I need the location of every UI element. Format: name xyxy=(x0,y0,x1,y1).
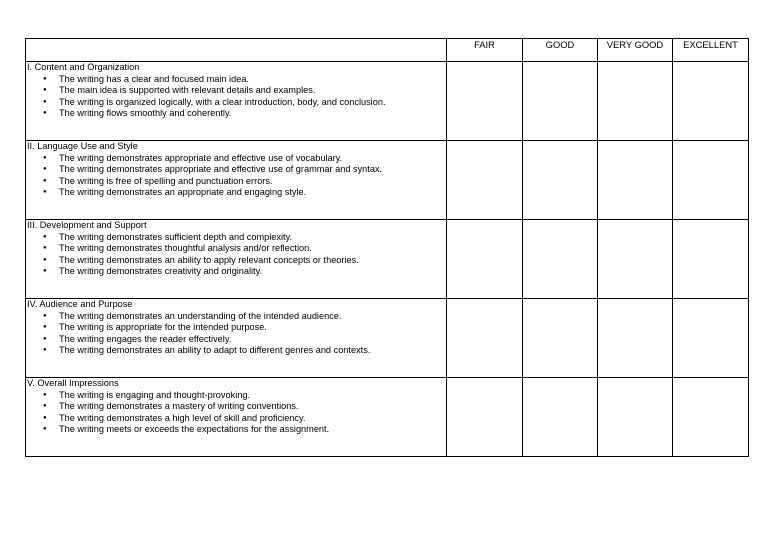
criteria-cell xyxy=(26,62,447,141)
score-cell-very-good[interactable] xyxy=(598,141,673,220)
score-cell-very-good[interactable] xyxy=(598,299,673,378)
section-title: IV. Audience and Purpose xyxy=(27,299,133,309)
list-item: ● The writing flows smoothly and coherently. xyxy=(26,108,446,120)
criteria-list xyxy=(26,232,446,278)
score-cell-good[interactable] xyxy=(523,141,598,220)
rubric-row-audience-purpose xyxy=(26,299,749,378)
score-cell-very-good[interactable] xyxy=(598,220,673,299)
score-cell-fair[interactable] xyxy=(447,62,523,141)
score-cell-very-good[interactable] xyxy=(598,378,673,457)
header-row xyxy=(26,39,749,62)
list-item: ● The writing is engaging and thought-provoking. xyxy=(26,390,446,402)
column-header-good: GOOD xyxy=(523,39,598,62)
column-header-fair: FAIR xyxy=(447,39,523,62)
score-cell-good[interactable] xyxy=(523,378,598,457)
score-cell-fair[interactable] xyxy=(447,378,523,457)
list-item: ● The writing has a clear and focused main idea. xyxy=(26,74,446,86)
criteria-cell xyxy=(26,378,447,457)
list-item: ● The writing is free of spelling and punctuation errors. xyxy=(26,176,446,188)
list-item: ● The writing is appropriate for the intended purpose. xyxy=(26,322,446,334)
score-cell-excellent[interactable] xyxy=(673,378,749,457)
list-item: ● The writing demonstrates thoughtful analysis and/or reflection. xyxy=(26,243,446,255)
score-cell-fair[interactable] xyxy=(447,299,523,378)
criteria-header-cell xyxy=(26,39,447,62)
rubric-row-development-support xyxy=(26,220,749,299)
section-title: II. Language Use and Style xyxy=(27,141,138,151)
rubric-row-language-style xyxy=(26,141,749,220)
section-title: III. Development and Support xyxy=(27,220,147,230)
section-title: I. Content and Organization xyxy=(27,62,140,72)
column-header-very-good: VERY GOOD xyxy=(598,39,673,62)
list-item: ● The main idea is supported with relevant details and examples. xyxy=(26,85,446,97)
criteria-cell xyxy=(26,141,447,220)
score-cell-excellent[interactable] xyxy=(673,141,749,220)
rubric-row-content-organization xyxy=(26,62,749,141)
list-item: ● The writing demonstrates appropriate and effective use of vocabulary. xyxy=(26,153,446,165)
score-cell-excellent[interactable] xyxy=(673,62,749,141)
score-cell-good[interactable] xyxy=(523,220,598,299)
rubric-table xyxy=(25,38,749,457)
list-item: ● The writing demonstrates a high level of skill and proficiency. xyxy=(26,413,446,425)
criteria-list xyxy=(26,74,446,120)
list-item: ● The writing demonstrates an understanding of the intended audience. xyxy=(26,311,446,323)
score-cell-fair[interactable] xyxy=(447,141,523,220)
score-cell-fair[interactable] xyxy=(447,220,523,299)
criteria-list xyxy=(26,390,446,436)
score-cell-good[interactable] xyxy=(523,299,598,378)
list-item: ● The writing demonstrates sufficient depth and complexity. xyxy=(26,232,446,244)
list-item: ● The writing demonstrates an appropriate and engaging style. xyxy=(26,187,446,199)
criteria-cell xyxy=(26,220,447,299)
score-cell-very-good[interactable] xyxy=(598,62,673,141)
list-item: ● The writing demonstrates appropriate and effective use of grammar and syntax. xyxy=(26,164,446,176)
list-item: ● The writing demonstrates an ability to apply relevant concepts or theories. xyxy=(26,255,446,267)
list-item: ● The writing demonstrates a mastery of writing conventions. xyxy=(26,401,446,413)
score-cell-excellent[interactable] xyxy=(673,299,749,378)
list-item: ● The writing meets or exceeds the expectations for the assignment. xyxy=(26,424,446,436)
score-cell-good[interactable] xyxy=(523,62,598,141)
list-item: ● The writing demonstrates creativity and originality. xyxy=(26,266,446,278)
list-item: ● The writing is organized logically, with a clear introduction, body, and conclusion. xyxy=(26,97,446,109)
criteria-list xyxy=(26,311,446,357)
section-title: V. Overall Impressions xyxy=(27,378,119,388)
criteria-cell xyxy=(26,299,447,378)
score-cell-excellent[interactable] xyxy=(673,220,749,299)
list-item: ● The writing engages the reader effectively. xyxy=(26,334,446,346)
list-item: ● The writing demonstrates an ability to adapt to different genres and contexts. xyxy=(26,345,446,357)
criteria-list xyxy=(26,153,446,199)
column-header-excellent: EXCELLENT xyxy=(673,39,749,62)
rubric-row-overall-impressions xyxy=(26,378,749,457)
